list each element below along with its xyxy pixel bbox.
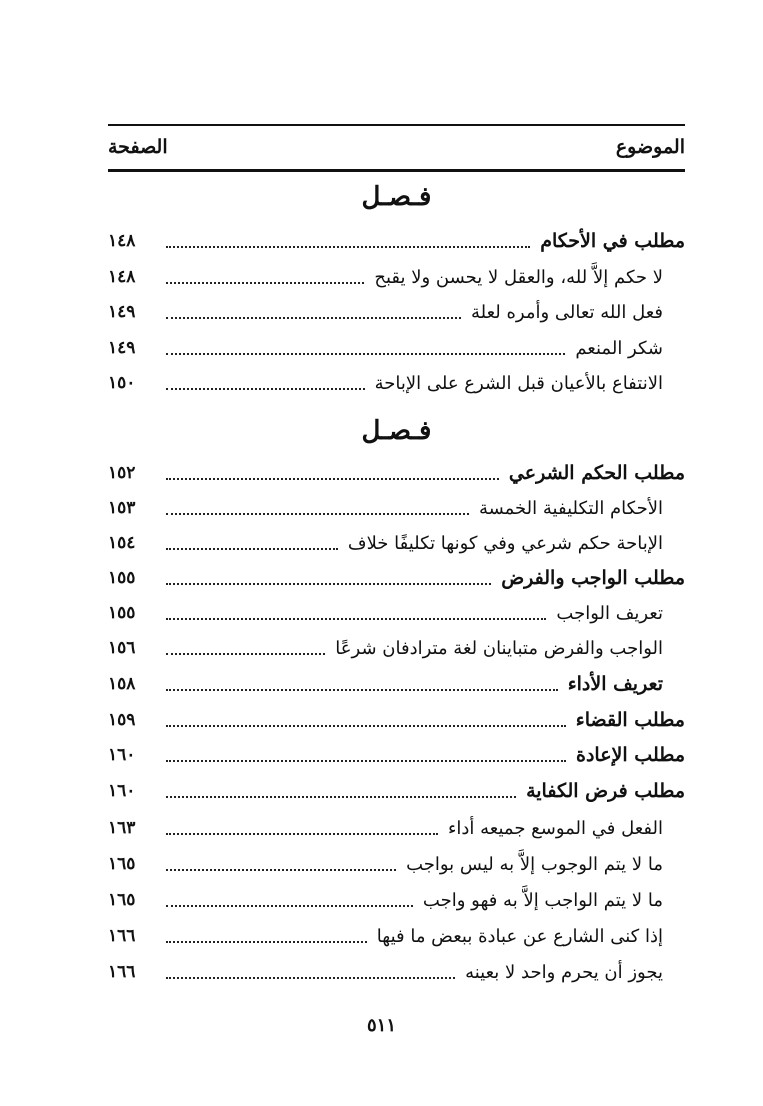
- toc-entry-page: ١٥٥: [108, 568, 136, 588]
- toc-entry-title: فعل الله تعالى وأمره لعلة: [470, 301, 663, 323]
- toc-leader-dots: [166, 869, 396, 871]
- toc-entry-title: مطلب القضاء: [575, 709, 685, 731]
- toc-entry-title: الإباحة حكم شرعي وفي كونها تكليفًا خلاف: [347, 532, 663, 554]
- toc-entry-title: الفعل في الموسع جميعه أداء: [447, 817, 663, 839]
- toc-entry: [108, 491, 685, 525]
- toc-entry-page: ١٦٠: [108, 781, 136, 801]
- toc-entry: [108, 295, 685, 329]
- toc-entry-page: ١٥٠: [108, 373, 136, 393]
- toc-entry: [108, 260, 685, 294]
- toc-leader-dots: [166, 941, 367, 943]
- toc-entry-page: ١٦٥: [108, 890, 136, 910]
- toc-leader-dots: [166, 513, 469, 515]
- toc-entry-page: ١٤٨: [108, 231, 136, 251]
- toc-entry: [108, 703, 685, 737]
- toc-entry: [108, 667, 685, 701]
- toc-entry-title: لا حكم إلاَّ لله، والعقل لا يحسن ولا يقبح: [374, 266, 663, 288]
- page-number: ٥١١: [366, 1015, 396, 1036]
- section-heading: فـصـل: [361, 182, 432, 212]
- toc-entry: [108, 919, 685, 953]
- toc-entry-title: يجوز أن يحرم واحد لا بعينه: [465, 961, 663, 983]
- toc-leader-dots: [166, 353, 565, 355]
- toc-entry-page: ١٥٨: [108, 674, 136, 694]
- toc-leader-dots: [166, 977, 455, 979]
- toc-leader-dots: [166, 833, 438, 835]
- toc-entry: [108, 456, 685, 490]
- toc-leader-dots: [166, 282, 364, 284]
- section-heading: فـصـل: [361, 416, 432, 446]
- toc-entry-page: ١٦٠: [108, 745, 136, 765]
- toc-entry-page: ١٦٦: [108, 926, 136, 946]
- topic-column-label: الموضوع: [615, 136, 685, 158]
- toc-leader-dots: [166, 689, 558, 691]
- toc-entry-page: ١٥٥: [108, 603, 136, 623]
- toc-leader-dots: [166, 725, 566, 727]
- toc-entry-page: ١٦٥: [108, 854, 136, 874]
- toc-entry-title: تعريف الأداء: [567, 673, 663, 695]
- toc-entry-title: ما لا يتم الواجب إلاَّ به فهو واجب: [422, 889, 663, 911]
- toc-leader-dots: [166, 583, 491, 585]
- toc-leader-dots: [166, 905, 413, 907]
- toc-entry-title: الأحكام التكليفية الخمسة: [478, 497, 663, 519]
- toc-entry-page: ١٥٦: [108, 638, 136, 658]
- toc-entry-title: مطلب الواجب والفرض: [501, 567, 685, 589]
- header-top-rule: [108, 124, 685, 126]
- toc-header: [108, 128, 685, 166]
- page-column-label: الصفحة: [108, 136, 168, 158]
- toc-leader-dots: [166, 317, 461, 319]
- toc-entry-page: ١٥٩: [108, 710, 136, 730]
- toc-leader-dots: [166, 548, 338, 550]
- toc-entry: [108, 847, 685, 881]
- toc-entry: [108, 596, 685, 630]
- toc-entry: [108, 224, 685, 258]
- toc-entry: [108, 631, 685, 665]
- toc-entry: [108, 883, 685, 917]
- toc-entry-page: ١٦٣: [108, 818, 136, 838]
- toc-entry-page: ١٦٦: [108, 962, 136, 982]
- toc-leader-dots: [166, 653, 325, 655]
- toc-entry-title: مطلب الإعادة: [576, 744, 685, 766]
- toc-leader-dots: [166, 760, 566, 762]
- toc-entry-page: ١٥٤: [108, 533, 136, 553]
- toc-entry-title: الانتفاع بالأعيان قبل الشرع على الإباحة: [374, 372, 663, 394]
- toc-entry-title: شكر المنعم: [575, 337, 663, 359]
- toc-leader-dots: [166, 388, 365, 390]
- toc-entry: [108, 774, 685, 808]
- toc-entry-title: إذا كنى الشارع عن عبادة ببعض ما فيها: [376, 925, 663, 947]
- toc-entry-title: ما لا يتم الوجوب إلاَّ به ليس بواجب: [406, 853, 663, 875]
- toc-entry-title: مطلب فرض الكفاية: [526, 780, 685, 802]
- toc-entry-title: مطلب في الأحكام: [540, 230, 685, 252]
- toc-leader-dots: [166, 246, 530, 248]
- toc-entry: [108, 955, 685, 989]
- toc-entry: [108, 331, 685, 365]
- header-bottom-rule: [108, 169, 685, 172]
- toc-leader-dots: [166, 796, 516, 798]
- toc-leader-dots: [166, 478, 499, 480]
- toc-entry-title: تعريف الواجب: [556, 602, 663, 624]
- toc-entry: [108, 811, 685, 845]
- toc-entry-page: ١٤٩: [108, 302, 136, 322]
- toc-leader-dots: [166, 618, 546, 620]
- toc-entry-page: ١٤٩: [108, 338, 136, 358]
- toc-entry-title: مطلب الحكم الشرعي: [508, 462, 685, 484]
- toc-entry: [108, 526, 685, 560]
- toc-entry: [108, 561, 685, 595]
- toc-entry: [108, 366, 685, 400]
- toc-entry-title: الواجب والفرض متباينان لغة مترادفان شرعًا: [335, 637, 663, 659]
- toc-entry: [108, 738, 685, 772]
- toc-entry-page: ١٥٣: [108, 498, 136, 518]
- toc-entry-page: ١٤٨: [108, 267, 136, 287]
- toc-entry-page: ١٥٢: [108, 463, 136, 483]
